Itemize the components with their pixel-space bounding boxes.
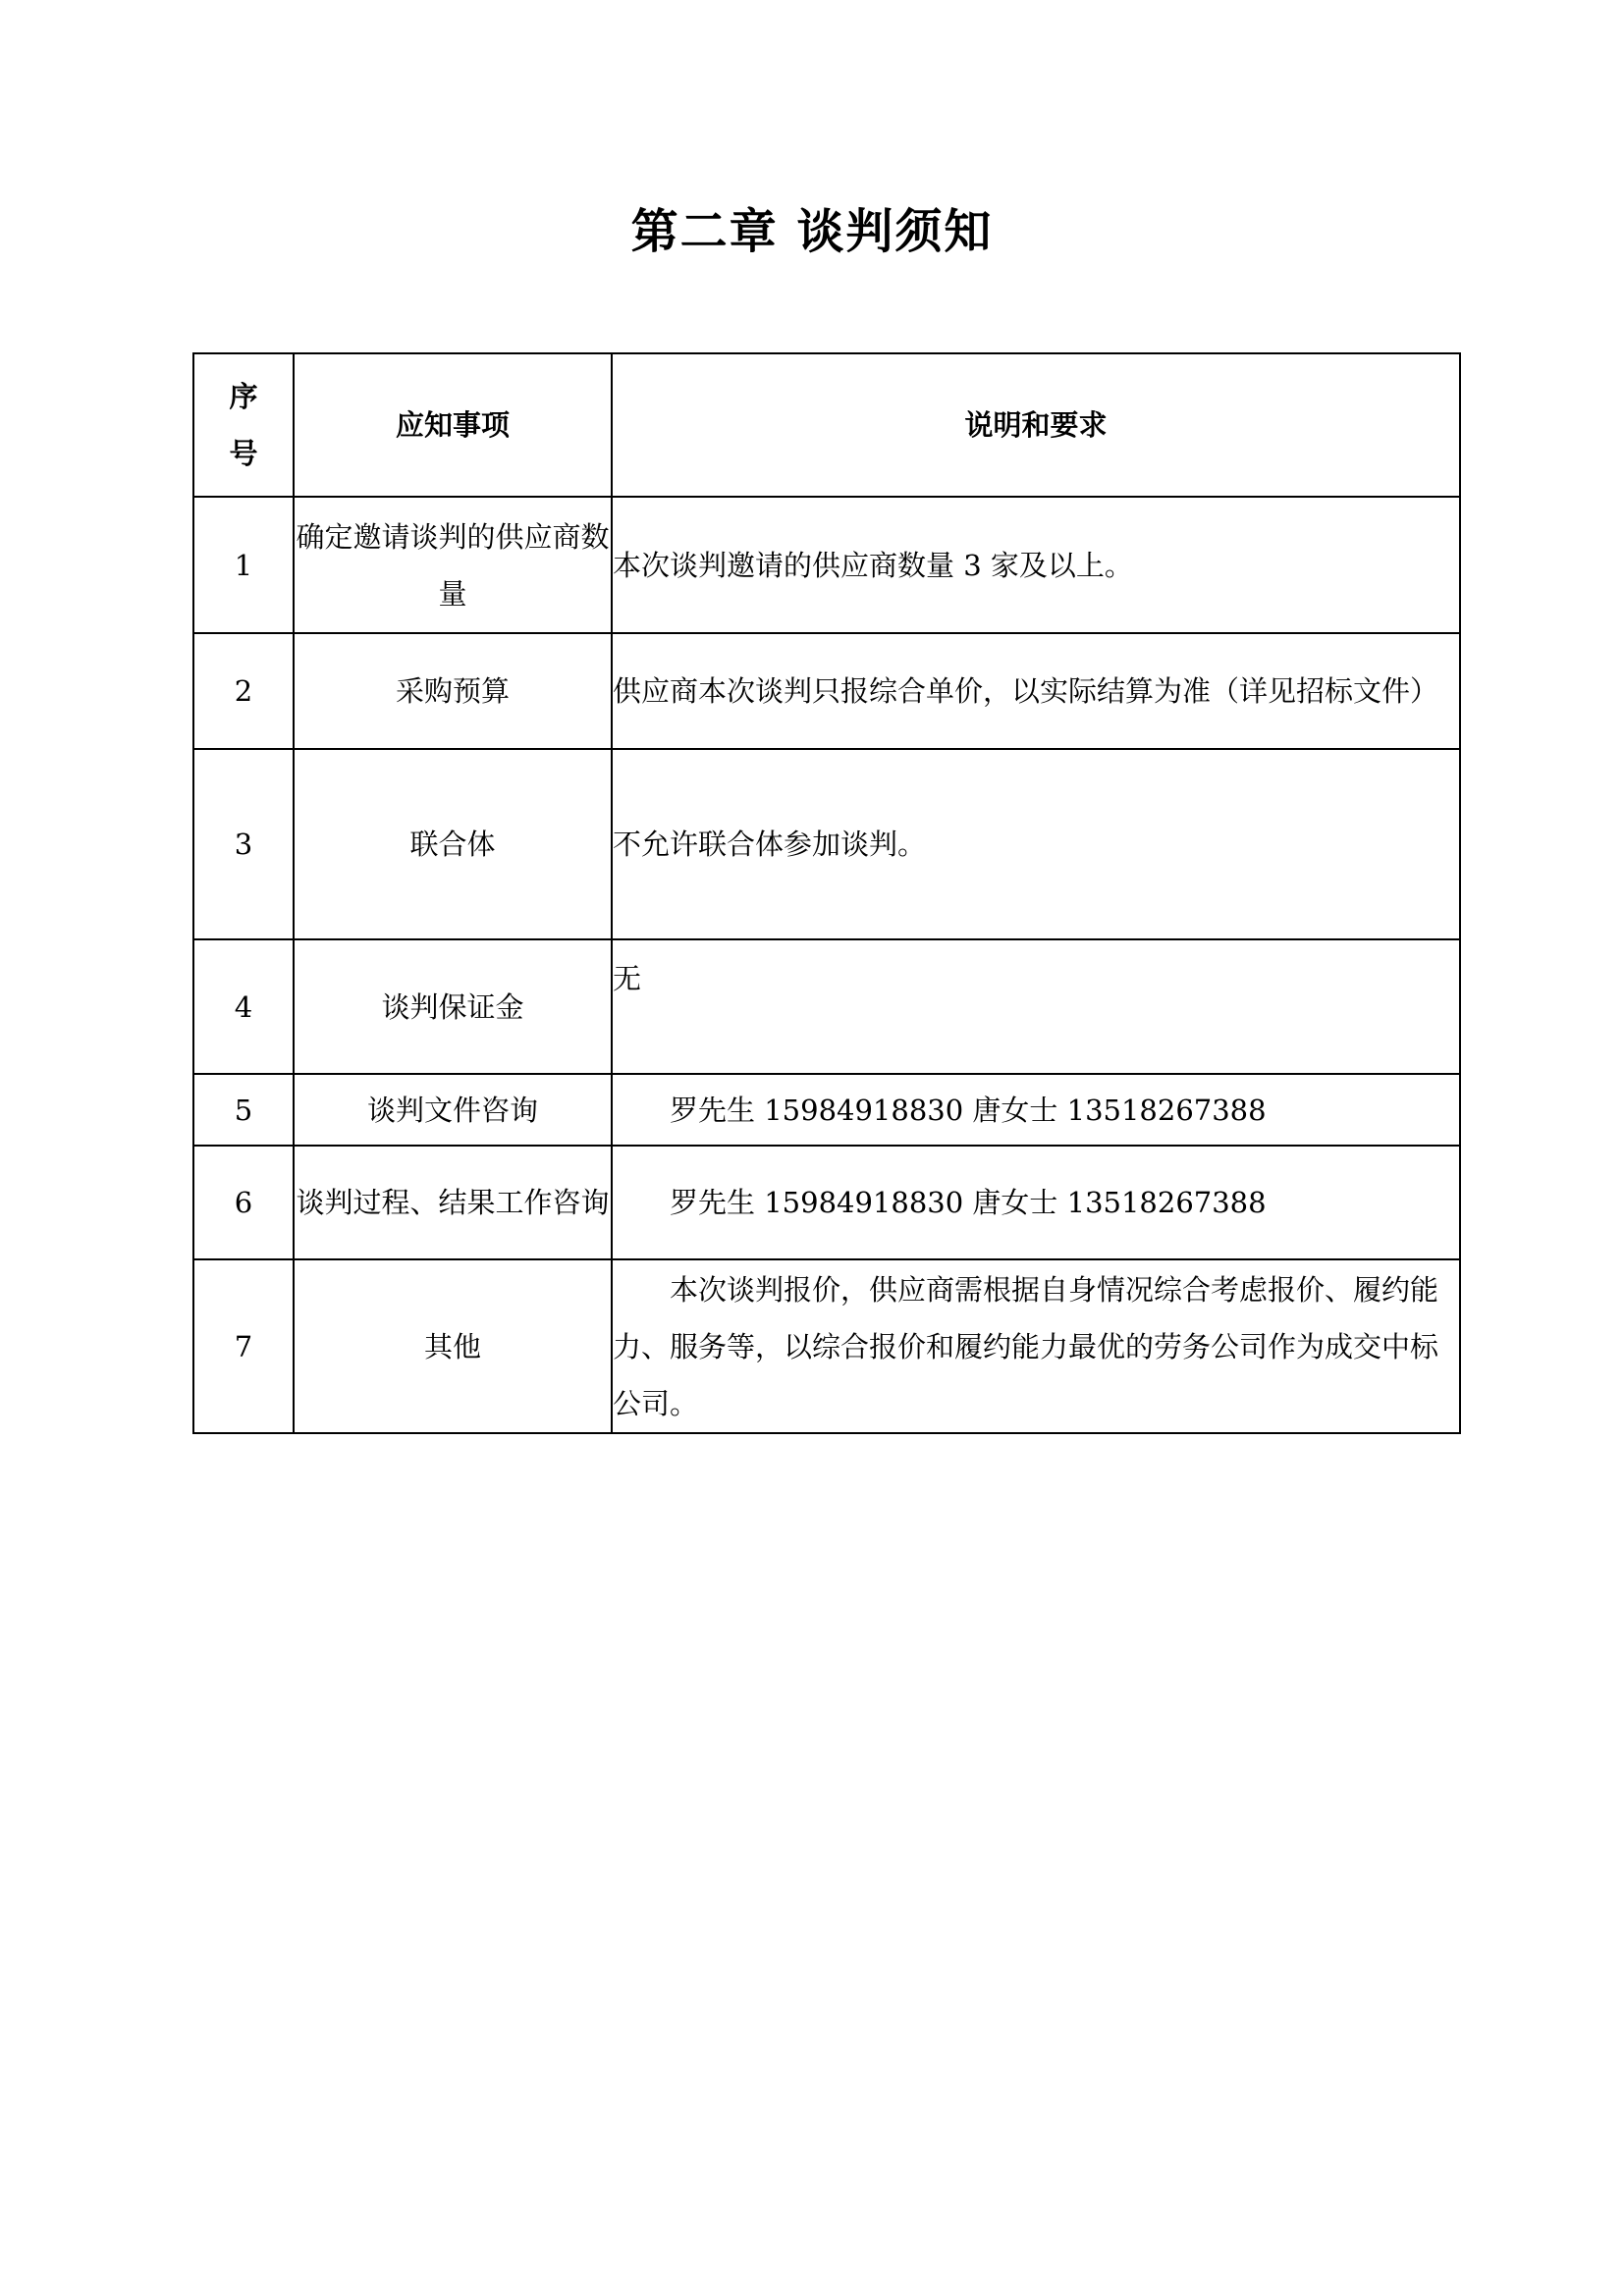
row-no: 7	[193, 1259, 294, 1433]
row-no: 6	[193, 1146, 294, 1259]
table-row	[193, 1259, 1460, 1433]
table-row	[193, 1146, 1460, 1259]
table-header-row	[193, 353, 1460, 497]
header-item: 应知事项	[294, 353, 612, 497]
row-desc: 本次谈判邀请的供应商数量 3 家及以上。	[612, 497, 1460, 633]
row-item: 采购预算	[294, 633, 612, 749]
row-desc: 本次谈判报价，供应商需根据自身情况综合考虑报价、履约能力、服务等，以综合报价和履约能力最优的劳务公司作为成交中标公司。	[612, 1259, 1460, 1433]
row-item: 确定邀请谈判的供应商数量	[294, 497, 612, 633]
header-desc: 说明和要求	[612, 353, 1460, 497]
row-desc: 不允许联合体参加谈判。	[612, 749, 1460, 939]
row-item: 联合体	[294, 749, 612, 939]
row-item: 谈判保证金	[294, 939, 612, 1074]
table-row	[193, 749, 1460, 939]
row-desc: 供应商本次谈判只报综合单价，以实际结算为准（详见招标文件）	[612, 633, 1460, 749]
table-row	[193, 497, 1460, 633]
page-title: 第二章 谈判须知	[630, 204, 994, 259]
table-row	[193, 1074, 1460, 1146]
row-desc: 罗先生 15984918830 唐女士 13518267388	[612, 1074, 1460, 1146]
row-desc: 无	[612, 939, 1460, 1074]
row-item: 其他	[294, 1259, 612, 1433]
row-no: 5	[193, 1074, 294, 1146]
row-no: 4	[193, 939, 294, 1074]
row-no: 3	[193, 749, 294, 939]
notice-table	[192, 352, 1461, 1434]
header-no	[193, 353, 294, 497]
row-item: 谈判文件咨询	[294, 1074, 612, 1146]
row-no: 1	[193, 497, 294, 633]
row-desc: 罗先生 15984918830 唐女士 13518267388	[612, 1146, 1460, 1259]
table-row	[193, 939, 1460, 1074]
header-no-line1: 序	[229, 380, 258, 413]
header-no-line2: 号	[229, 437, 258, 470]
row-no: 2	[193, 633, 294, 749]
table-row	[193, 633, 1460, 749]
row-item: 谈判过程、结果工作咨询	[294, 1146, 612, 1259]
